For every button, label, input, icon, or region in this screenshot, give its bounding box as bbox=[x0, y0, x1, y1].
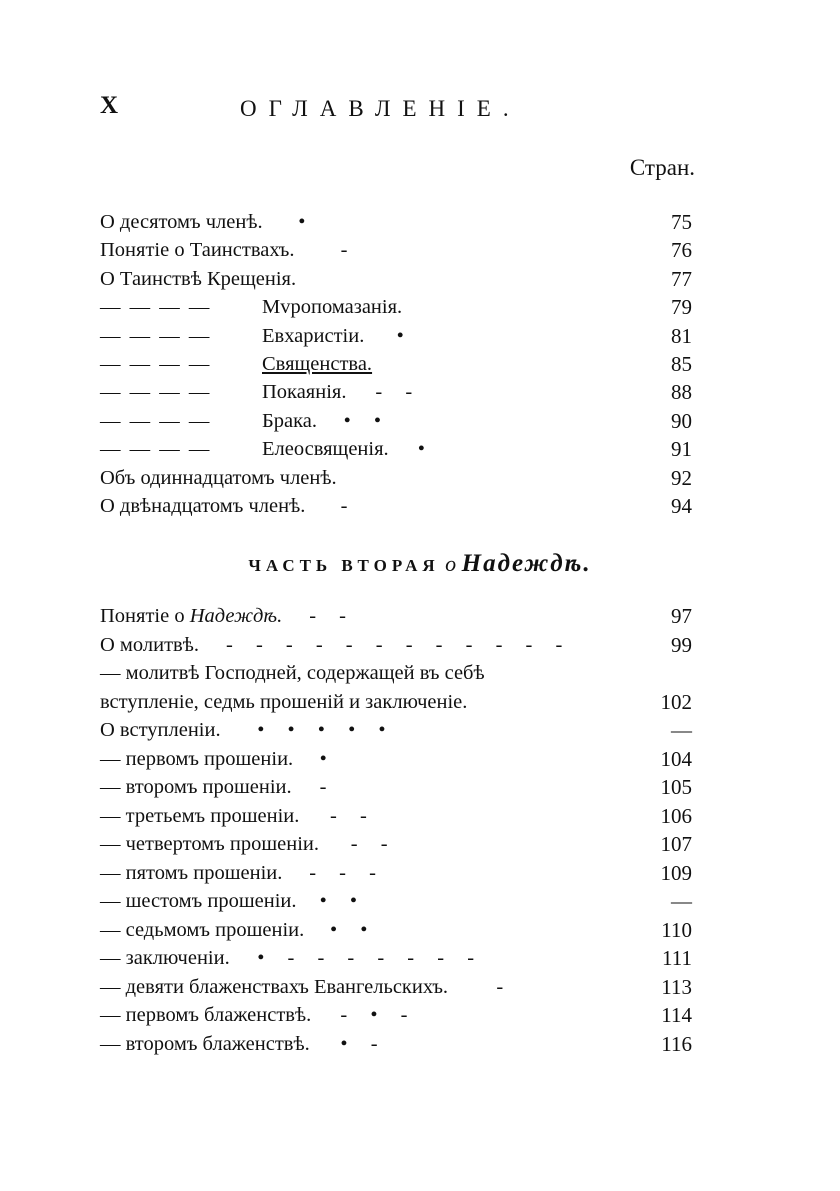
toc-entry-page: 107 bbox=[660, 832, 692, 856]
toc-entry-leader: - bbox=[340, 494, 357, 517]
toc-entry bbox=[100, 293, 692, 321]
toc-entry-title: О двѣнадцатомъ членѣ. bbox=[100, 494, 306, 517]
toc-entry-title-text: — первомъ блаженствѣ. bbox=[100, 1004, 312, 1026]
toc-entry-title bbox=[100, 859, 282, 887]
toc-entry-title bbox=[100, 659, 485, 687]
toc-part-one bbox=[100, 208, 692, 520]
toc-entry bbox=[100, 435, 692, 463]
toc-entry bbox=[100, 236, 692, 264]
toc-entry-dash: — — — — bbox=[100, 409, 212, 432]
toc-entry-page: 88 bbox=[671, 380, 692, 405]
toc-entry-page: 75 bbox=[671, 210, 692, 234]
toc-entry-dash: — — — — bbox=[100, 381, 212, 404]
toc-entry-leader: - - bbox=[350, 833, 397, 855]
toc-entry-page: 85 bbox=[671, 351, 692, 376]
toc-entry bbox=[100, 688, 692, 717]
toc-entry-dash: — — — — bbox=[100, 352, 212, 375]
toc-entry-page: 99 bbox=[671, 632, 692, 657]
toc-entry-page: 111 bbox=[662, 946, 692, 970]
toc-entry-title bbox=[100, 802, 299, 830]
toc-entry bbox=[100, 464, 692, 492]
toc-entry-title bbox=[100, 1030, 310, 1058]
toc-entry-page: 77 bbox=[671, 266, 692, 291]
toc-entry-page: 110 bbox=[661, 917, 692, 942]
toc-entry-title: Мvропомазанія. bbox=[262, 296, 403, 319]
toc-entry-leader: - - bbox=[330, 804, 376, 827]
toc-entry-leader: • • bbox=[343, 409, 391, 432]
section-heading-lead: ЧАСТЬ ВТОРАЯ bbox=[248, 556, 440, 575]
toc-entry bbox=[100, 773, 692, 802]
toc-entry-title bbox=[100, 887, 296, 915]
toc-entry-page: 92 bbox=[671, 465, 692, 490]
toc-entry-title bbox=[100, 716, 221, 744]
toc-entry-title: Покаянія. bbox=[262, 381, 347, 404]
toc-entry bbox=[100, 887, 692, 916]
toc-entry-title: Евхаристіи. bbox=[262, 324, 365, 347]
toc-entry-title-text: — шестомъ прошеніи. bbox=[100, 890, 297, 912]
toc-entry-title bbox=[100, 1001, 311, 1029]
toc-part-two bbox=[100, 602, 692, 1058]
toc-entry-title-text: О вступленіи. bbox=[100, 719, 221, 741]
toc-entry-page: 90 bbox=[671, 408, 692, 433]
toc-entry bbox=[100, 492, 692, 520]
toc-entry-leader: • bbox=[319, 747, 336, 770]
toc-entry-title-text: — пятомъ прошеніи. bbox=[100, 861, 283, 884]
toc-entry bbox=[100, 631, 692, 660]
toc-entry bbox=[100, 659, 692, 688]
toc-entry-leader: - - - - - - - - - - - - bbox=[226, 633, 572, 656]
section-heading-prep: о bbox=[445, 551, 457, 576]
toc-entry-page: — bbox=[671, 889, 692, 913]
toc-entry-page: 76 bbox=[671, 238, 692, 263]
toc-entry bbox=[100, 602, 692, 631]
toc-entry-title bbox=[100, 745, 293, 773]
toc-entry-title bbox=[100, 602, 282, 630]
toc-entry-title: Брака. bbox=[262, 409, 317, 432]
toc-entry-leader: • • • • • bbox=[257, 719, 395, 741]
toc-entry bbox=[100, 716, 692, 745]
toc-entry-title: Объ одиннадцатомъ членѣ. bbox=[100, 466, 337, 489]
toc-entry-page: 79 bbox=[671, 295, 692, 320]
toc-entry-page: — bbox=[671, 718, 692, 742]
toc-entry-title bbox=[100, 973, 448, 1001]
toc-entry-page: 109 bbox=[660, 860, 692, 885]
toc-entry-leader: - - bbox=[309, 605, 355, 627]
page-number: X bbox=[100, 92, 119, 119]
toc-entry-title-text: — молитвѣ Господней, содержащей въ себѣ bbox=[100, 662, 485, 684]
toc-entry-page: 91 bbox=[671, 437, 692, 462]
running-title: ОГЛАВЛЕНІЕ. bbox=[240, 96, 521, 121]
toc-entry-title-text: — седьмомъ прошеніи. bbox=[100, 918, 305, 941]
page-column-label: Стран. bbox=[629, 155, 695, 180]
toc-entry-title-text: — заключеніи. bbox=[100, 947, 230, 969]
toc-entry-page: 114 bbox=[661, 1003, 692, 1027]
toc-entry-page: 116 bbox=[661, 1031, 692, 1056]
toc-entry bbox=[100, 944, 692, 973]
toc-entry-leader: • - bbox=[340, 1032, 387, 1055]
toc-entry-page: 105 bbox=[660, 775, 692, 799]
toc-entry-title-italic: Надеждѣ. bbox=[189, 605, 283, 627]
toc-entry bbox=[100, 208, 692, 236]
toc-entry-title bbox=[100, 944, 230, 972]
toc-entry-dash: — — — — bbox=[100, 324, 212, 347]
toc-entry bbox=[100, 973, 692, 1002]
toc-entry-leader: • • bbox=[330, 918, 377, 941]
toc-entry-title: Понятіе о Таинствахъ. bbox=[100, 239, 295, 262]
toc-entry bbox=[100, 745, 692, 774]
toc-entry-title-text: — второмъ прошеніи. bbox=[100, 776, 292, 798]
toc-entry-leader: - bbox=[340, 239, 357, 262]
toc-entry-title bbox=[100, 830, 319, 858]
toc-entry-title bbox=[100, 688, 467, 716]
toc-entry-title bbox=[100, 773, 292, 801]
toc-entry-dash: — — — — bbox=[100, 438, 212, 461]
toc-entry-leader: - bbox=[496, 975, 513, 998]
toc-entry-page: 94 bbox=[671, 493, 692, 518]
toc-entry-title-text: вступленіе, седмь прошеній и заключеніе. bbox=[100, 690, 468, 713]
toc-entry-title-text: — третьемъ прошеніи. bbox=[100, 804, 300, 827]
toc-entry bbox=[100, 350, 692, 378]
toc-entry-leader: - - bbox=[375, 381, 422, 404]
toc-entry bbox=[100, 802, 692, 831]
toc-entry-page: 102 bbox=[660, 689, 692, 714]
toc-entry-title: О десятомъ членѣ. bbox=[100, 211, 263, 233]
toc-entry-title bbox=[100, 631, 199, 659]
toc-entry-title: Елеосвященія. bbox=[262, 438, 389, 461]
toc-entry-leader: • • bbox=[319, 890, 367, 912]
toc-entry-title: О Таинствѣ Крещенія. bbox=[100, 267, 297, 290]
toc-entry bbox=[100, 859, 692, 888]
toc-entry-dash: — — — — bbox=[100, 296, 212, 319]
toc-entry-page: 97 bbox=[671, 604, 692, 628]
toc-entry bbox=[100, 916, 692, 945]
toc-entry bbox=[100, 830, 692, 859]
toc-entry-title-text: О молитвѣ. bbox=[100, 633, 199, 656]
toc-entry bbox=[100, 322, 692, 350]
section-heading-italic: Надеждѣ. bbox=[461, 550, 592, 577]
toc-entry-page: 113 bbox=[661, 974, 692, 999]
toc-entry-title-text: — второмъ блаженствѣ. bbox=[100, 1032, 310, 1055]
toc-entry-leader: - bbox=[319, 776, 336, 798]
toc-entry bbox=[100, 1030, 692, 1059]
toc-entry-title-text: — четвертомъ прошеніи. bbox=[100, 833, 319, 855]
toc-entry bbox=[100, 265, 692, 293]
toc-entry-leader: • bbox=[298, 211, 315, 233]
toc-entry bbox=[100, 378, 692, 406]
toc-entry-title-text: Понятіе о bbox=[100, 605, 190, 627]
section-heading bbox=[0, 550, 840, 578]
toc-entry bbox=[100, 1001, 692, 1030]
toc-entry-title bbox=[100, 916, 304, 944]
toc-entry bbox=[100, 407, 692, 435]
toc-entry-leader: - • - bbox=[340, 1004, 417, 1026]
toc-entry-leader: - - - bbox=[309, 861, 385, 884]
toc-entry-leader: • - - - - - - - bbox=[257, 947, 484, 969]
toc-entry-page: 104 bbox=[660, 746, 692, 771]
toc-entry-title-text: — первомъ прошеніи. bbox=[100, 747, 294, 770]
toc-entry-title: Священства. bbox=[262, 352, 373, 375]
toc-entry-leader: • bbox=[417, 438, 434, 461]
toc-entry-title-text: — девяти блаженствахъ Евангельскихъ. bbox=[100, 975, 449, 998]
toc-entry-page: 106 bbox=[660, 803, 692, 828]
toc-entry-page: 81 bbox=[671, 323, 692, 348]
toc-entry-leader: • bbox=[396, 324, 413, 347]
